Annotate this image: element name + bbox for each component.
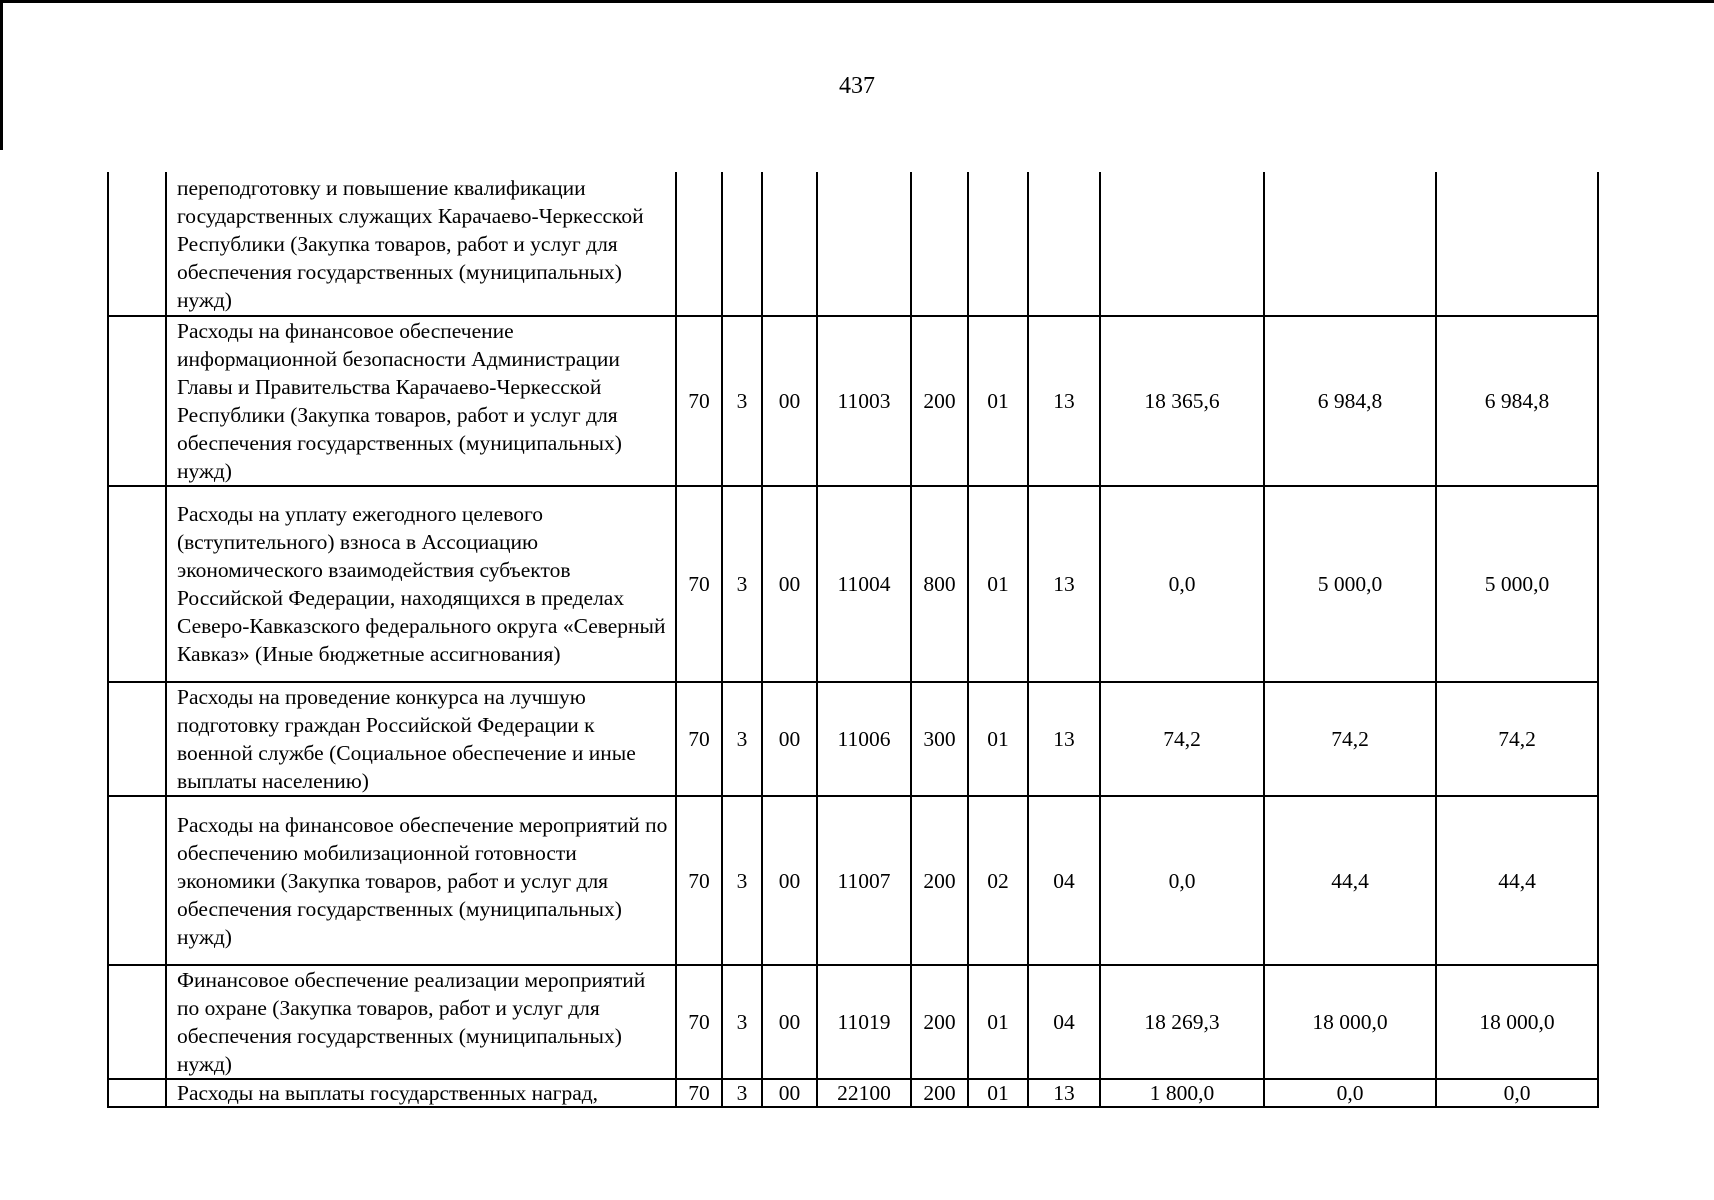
cell-event: [762, 172, 817, 316]
row-description: Расходы на выплаты государственных наград,: [166, 1079, 676, 1107]
row-description: Расходы на финансовое обеспечение мероприятий по обеспечению мобилизационной готовности экономики (Закупка товаров, работ и услуг для обеспечения государственных (муниципальных) нужд): [166, 796, 676, 965]
row-index-cell: [108, 486, 166, 682]
table-row: [108, 486, 1598, 682]
cell-amount-year2: 0,0: [1264, 1079, 1436, 1107]
scan-edge-top: [0, 0, 1714, 3]
table-row: [108, 965, 1598, 1079]
cell-direction: 11019: [817, 965, 911, 1079]
cell-subsection: 13: [1028, 682, 1100, 796]
row-index-cell: [108, 682, 166, 796]
cell-section: 01: [968, 965, 1028, 1079]
cell-subprogram: [722, 172, 762, 316]
row-index-cell: [108, 316, 166, 486]
cell-subprogram: 3: [722, 316, 762, 486]
cell-expense-type: 200: [911, 965, 968, 1079]
cell-direction: 22100: [817, 1079, 911, 1107]
cell-subsection: 04: [1028, 965, 1100, 1079]
cell-program: [676, 172, 722, 316]
table-row: [108, 1079, 1598, 1107]
cell-direction: 11006: [817, 682, 911, 796]
cell-subprogram: 3: [722, 682, 762, 796]
cell-amount-year1: 18 269,3: [1100, 965, 1264, 1079]
cell-amount-year2: 5 000,0: [1264, 486, 1436, 682]
budget-table: [107, 172, 1599, 1108]
cell-amount-year1: 0,0: [1100, 796, 1264, 965]
row-description: Расходы на проведение конкурса на лучшую подготовку граждан Российской Федерации к военной службе (Социальное обеспечение и иные выплаты населению): [166, 682, 676, 796]
table-row: [108, 172, 1598, 316]
cell-amount-year1: 0,0: [1100, 486, 1264, 682]
cell-program: 70: [676, 316, 722, 486]
cell-subprogram: 3: [722, 965, 762, 1079]
row-description: переподготовку и повышение квалификации государственных служащих Карачаево-Черкесской Республики (Закупка товаров, работ и услуг для обеспечения государственных (муниципальных) нужд): [166, 172, 676, 316]
cell-subprogram: 3: [722, 796, 762, 965]
cell-program: 70: [676, 796, 722, 965]
cell-event: 00: [762, 796, 817, 965]
cell-subsection: 13: [1028, 316, 1100, 486]
cell-program: 70: [676, 965, 722, 1079]
cell-expense-type: 800: [911, 486, 968, 682]
cell-expense-type: 200: [911, 1079, 968, 1107]
cell-direction: 11007: [817, 796, 911, 965]
cell-amount-year3: [1436, 172, 1598, 316]
cell-section: 01: [968, 682, 1028, 796]
cell-amount-year2: [1264, 172, 1436, 316]
cell-expense-type: 200: [911, 796, 968, 965]
cell-direction: 11003: [817, 316, 911, 486]
cell-event: 00: [762, 965, 817, 1079]
cell-event: 00: [762, 486, 817, 682]
cell-amount-year1: 74,2: [1100, 682, 1264, 796]
cell-amount-year3: 18 000,0: [1436, 965, 1598, 1079]
table-row: [108, 796, 1598, 965]
cell-amount-year2: 18 000,0: [1264, 965, 1436, 1079]
cell-amount-year3: 6 984,8: [1436, 316, 1598, 486]
cell-section: 01: [968, 486, 1028, 682]
cell-amount-year3: 44,4: [1436, 796, 1598, 965]
cell-program: 70: [676, 1079, 722, 1107]
cell-amount-year1: 18 365,6: [1100, 316, 1264, 486]
cell-subsection: 13: [1028, 486, 1100, 682]
cell-expense-type: 300: [911, 682, 968, 796]
cell-event: 00: [762, 1079, 817, 1107]
table-row: [108, 316, 1598, 486]
cell-amount-year1: 1 800,0: [1100, 1079, 1264, 1107]
row-description: Расходы на уплату ежегодного целевого (вступительного) взноса в Ассоциацию экономического взаимодействия субъектов Российской Федерации, находящихся в пределах Северо-Кавказского федерального округа «Северный Кавказ» (Иные бюджетные ассигнования): [166, 486, 676, 682]
row-index-cell: [108, 796, 166, 965]
cell-subprogram: 3: [722, 1079, 762, 1107]
cell-subsection: [1028, 172, 1100, 316]
cell-direction: [817, 172, 911, 316]
cell-amount-year2: 44,4: [1264, 796, 1436, 965]
cell-amount-year3: 5 000,0: [1436, 486, 1598, 682]
cell-section: [968, 172, 1028, 316]
cell-expense-type: 200: [911, 316, 968, 486]
cell-event: 00: [762, 682, 817, 796]
cell-amount-year2: 74,2: [1264, 682, 1436, 796]
cell-program: 70: [676, 486, 722, 682]
cell-expense-type: [911, 172, 968, 316]
row-description: Расходы на финансовое обеспечение информационной безопасности Администрации Главы и Правительства Карачаево-Черкесской Республики (Закупка товаров, работ и услуг для обеспечения государственных (муниципальных) нужд): [166, 316, 676, 486]
cell-subprogram: 3: [722, 486, 762, 682]
cell-subsection: 13: [1028, 1079, 1100, 1107]
cell-subsection: 04: [1028, 796, 1100, 965]
cell-amount-year2: 6 984,8: [1264, 316, 1436, 486]
cell-amount-year1: [1100, 172, 1264, 316]
table-row: [108, 682, 1598, 796]
row-index-cell: [108, 1079, 166, 1107]
cell-direction: 11004: [817, 486, 911, 682]
page-number: 437: [839, 73, 875, 99]
row-description: Финансовое обеспечение реализации мероприятий по охране (Закупка товаров, работ и услуг для обеспечения государственных (муниципальных) нужд): [166, 965, 676, 1079]
cell-section: 01: [968, 1079, 1028, 1107]
cell-amount-year3: 74,2: [1436, 682, 1598, 796]
cell-section: 01: [968, 316, 1028, 486]
cell-program: 70: [676, 682, 722, 796]
cell-event: 00: [762, 316, 817, 486]
row-index-cell: [108, 172, 166, 316]
cell-amount-year3: 0,0: [1436, 1079, 1598, 1107]
cell-section: 02: [968, 796, 1028, 965]
row-index-cell: [108, 965, 166, 1079]
